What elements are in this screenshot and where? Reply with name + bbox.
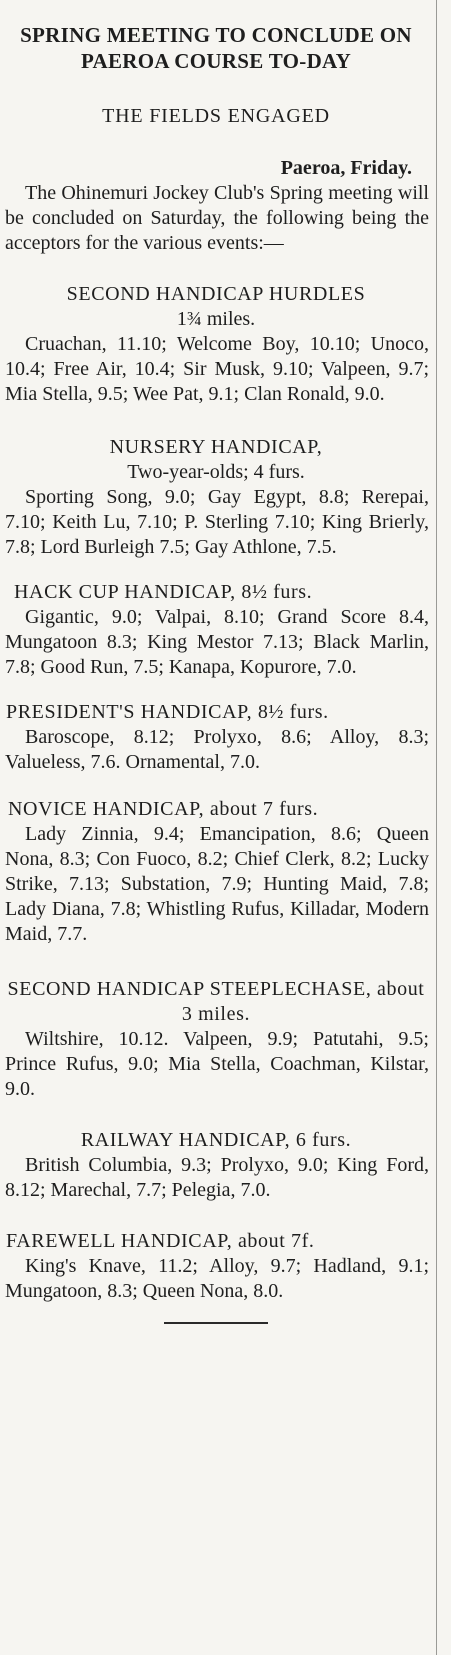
race-title: PRESIDENT'S HANDICAP, 8½ furs. bbox=[6, 701, 329, 723]
race-section bbox=[0, 977, 432, 1102]
race-section bbox=[0, 797, 432, 947]
race-entries: Wiltshire, 10.12. Valpeen, 9.9; Patutahi, 9.5; Prince Rufus, 9.0; Mia Stella, Coachman, Kilstar, 9.0. bbox=[5, 1028, 429, 1100]
race-entries: Gigantic, 9.0; Valpai, 8.10; Grand Score 8.4, Mungatoon 8.3; King Mestor 7.13; Black Marlin, 7.8; Good Run, 7.5; Kanapa, Kopurore, 7.0. bbox=[5, 606, 429, 678]
race-section bbox=[0, 282, 432, 407]
race-entries: Sporting Song, 9.0; Gay Egypt, 8.8; Rerepai, 7.10; Keith Lu, 7.10; P. Sterling 7.10; King Brierly, 7.8; Lord Burleigh 7.5; Gay Athlone, 7.5. bbox=[5, 486, 429, 558]
dateline: Paeroa, Friday. bbox=[280, 157, 412, 179]
race-section bbox=[0, 435, 432, 560]
race-distance: Two-year-olds; 4 furs. bbox=[127, 461, 305, 483]
intro-paragraph: The Ohinemuri Jockey Club's Spring meeting will be concluded on Saturday, the following being the acceptors for the various events:— bbox=[5, 182, 429, 254]
race-section bbox=[0, 700, 432, 775]
race-entries: Lady Zinnia, 9.4; Emancipation, 8.6; Queen Nona, 8.3; Con Fuoco, 8.2; Chief Clerk, 8.2; Lucky Strike, 7.13; Substation, 7.9; Hunting Maid, 7.8; Lady Diana, 7.8; Whistling Rufus, Killadar, Modern Maid, 7.7. bbox=[5, 823, 429, 945]
race-entries: Cruachan, 11.10; Welcome Boy, 10.10; Unoco, 10.4; Free Air, 10.4; Sir Musk, 9.10; Valpeen, 9.7; Mia Stella, 9.5; Wee Pat, 9.1; Clan Ronald, 9.0. bbox=[5, 333, 429, 405]
race-entries: Baroscope, 8.12; Prolyxo, 8.6; Alloy, 8.3; Valueless, 7.6. Ornamental, 7.0. bbox=[5, 726, 429, 773]
race-title: HACK CUP HANDICAP, 8½ furs. bbox=[14, 581, 313, 603]
race-title: SECOND HANDICAP HURDLES bbox=[66, 283, 366, 305]
race-title: RAILWAY HANDICAP, 6 furs. bbox=[80, 1129, 352, 1151]
column-rule bbox=[436, 0, 437, 1655]
race-title: FAREWELL HANDICAP, about 7f. bbox=[6, 1230, 315, 1252]
race-title: NOVICE HANDICAP, about 7 furs. bbox=[8, 798, 319, 820]
race-entries: British Columbia, 9.3; Prolyxo, 9.0; King Ford, 8.12; Marechal, 7.7; Pelegia, 7.0. bbox=[5, 1154, 429, 1201]
race-section bbox=[0, 580, 432, 680]
headline: SPRING MEETING TO CONCLUDE ON PAEROA COURSE TO-DAY bbox=[20, 23, 412, 73]
subheading: THE FIELDS ENGAGED bbox=[102, 105, 330, 127]
end-rule bbox=[164, 1322, 268, 1324]
race-title: NURSERY HANDICAP, bbox=[109, 436, 323, 458]
race-entries: King's Knave, 11.2; Alloy, 9.7; Hadland, 9.1; Mungatoon, 8.3; Queen Nona, 8.0. bbox=[5, 1255, 429, 1302]
race-distance: 1¾ miles. bbox=[176, 308, 256, 330]
race-section bbox=[0, 1128, 432, 1203]
race-section bbox=[0, 1229, 432, 1304]
race-title: SECOND HANDICAP STEEPLECHASE, about 3 miles. bbox=[7, 978, 425, 1025]
